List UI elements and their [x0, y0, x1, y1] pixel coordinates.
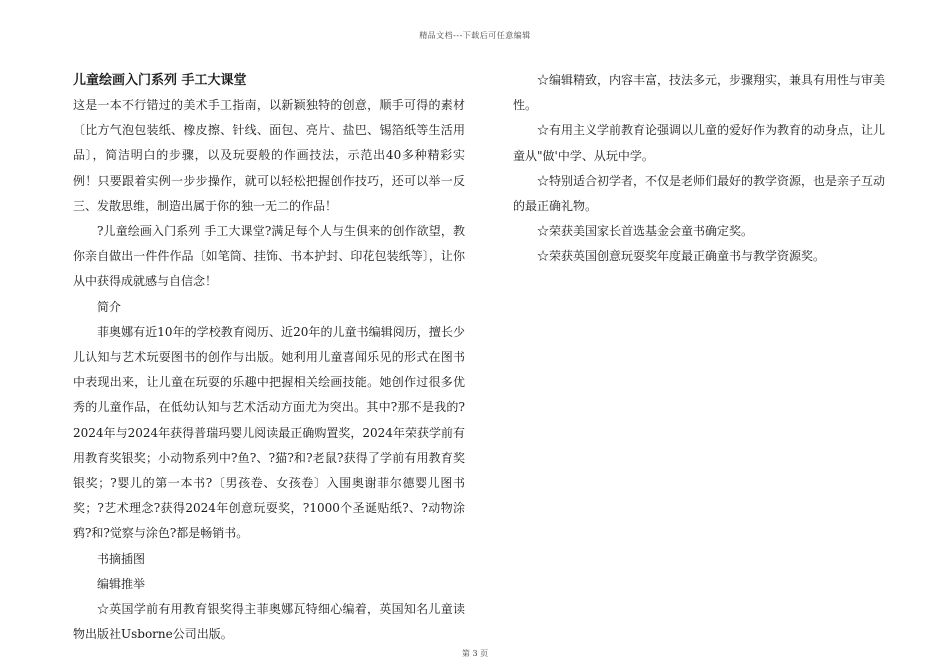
author-bio-paragraph: 菲奥娜有近10年的学校教育阅历、近20年的儿童书编辑阅历，擅长少儿认知与艺术玩耍图书的创作与出版。她利用儿童喜闻乐见的形式在图书中表现出来，让儿童在玩耍的乐趣中把握相关绘画技能。她创作过很多优秀的儿童作品，在低幼认知与艺术活动方面尤为突出。其中?那不是我的?2024年与2024年获得普瑞玛婴儿阅读最正确购置奖，2024年荣获学前有用教育奖银奖；小动物系列中?鱼?、?猫?和?老鼠?获得了学前有用教育奖银奖；?婴儿的第一本书?〔男孩卷、女孩卷〕入围奥谢菲尔德婴儿图书奖；?艺术理念?获得2024年创意玩耍奖，?1000个圣诞贴纸?、?动物涂鸦?和?觉察与涂色?都是畅销书。 [73, 324, 465, 541]
recommend-item: ☆编辑精致，内容丰富，技法多元，步骤翔实，兼具有用性与审美性。 [513, 73, 886, 113]
intro-paragraph: 这是一本不行错过的美术手工指南，以新颖独特的创意，顺手可得的素材〔比方气泡包装纸、橡皮擦、针线、面包、亮片、盐巴、锡箔纸等生活用品〕，简洁明白的步骤，以及玩耍般的作画技法，示范出40多种精彩实例！只要跟着实例一步步操作，就可以轻松把握创作技巧，还可以举一反三、发散思维，制造出属于你的独一无二的作品！ [73, 98, 465, 213]
recommend-item: ☆荣获英国创意玩耍奖年度最正确童书与教学资源奖。 [537, 249, 826, 264]
section-heading-intro: 简介 [97, 299, 122, 314]
right-column [513, 68, 885, 270]
summary-paragraph: ?儿童绘画入门系列 手工大课堂?满足每个人与生俱来的创作欲望，教你亲自做出一件件作品〔如笔筒、挂饰、书本护封、印花包装纸等〕，让你从中获得成就感与自信念！ [73, 224, 465, 289]
page-number: 第 3 页 [461, 649, 489, 658]
recommend-item: ☆特别适合初学者，不仅是老师们最好的教学资源，也是亲子互动的最正确礼物。 [513, 173, 886, 214]
page-header: 精品文档---下载后可任意编辑 [419, 31, 531, 40]
document-title: 儿童绘画入门系列 手工大课堂 [73, 73, 247, 88]
left-column [73, 68, 465, 647]
section-heading-recommend: 编辑推举 [97, 576, 146, 591]
recommend-item: ☆英国学前有用教育银奖得主菲奥娜瓦特细心编着，英国知名儿童读物出版社Usborne公司出版。 [73, 602, 465, 642]
section-heading-excerpts: 书摘插图 [97, 551, 146, 566]
recommend-item: ☆有用主义学前教育论强调以儿童的爱好作为教育的动身点，让儿童从"做'中学、从玩中学。 [513, 123, 886, 163]
recommend-item: ☆荣获美国家长首选基金会童书确定奖。 [537, 224, 754, 239]
